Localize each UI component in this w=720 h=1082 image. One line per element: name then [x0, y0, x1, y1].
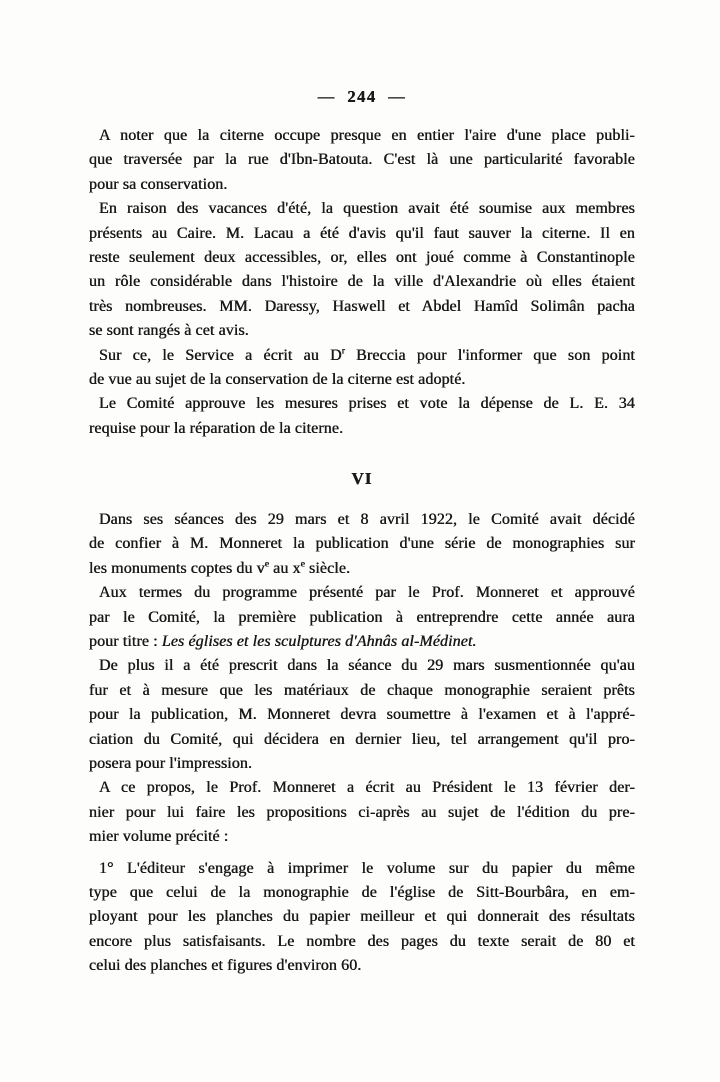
text-line: ployant pour les planches du papier meilleur et qui donnerait des résultats	[89, 908, 635, 926]
text-line: pour sa conservation.	[89, 175, 228, 193]
text-line: mier volume précité :	[89, 828, 229, 846]
text-line: A ce propos, le Prof. Monneret a écrit au Président le 13 février der-	[99, 779, 635, 797]
paragraph	[89, 508, 635, 581]
paragraph	[89, 392, 635, 441]
paragraph	[89, 776, 635, 849]
text-line: celui des planches et figures d'environ 60.	[89, 957, 362, 975]
text-line: encore plus satisfaisants. Le nombre des pages du texte serait de 80 et	[89, 932, 635, 950]
text-line: de confier à M. Monneret la publication d'une série de monographies sur	[89, 535, 635, 553]
text-line: Sur ce, le Service a écrit au $D^r$ Breccia pour l'informer que son point	[99, 345, 635, 364]
text-line: 1° L'éditeur s'engage à imprimer le volume sur du papier du même	[99, 859, 635, 877]
text-line: les monuments coptes du $v^e$ au $x^e$ siècle.	[89, 558, 351, 577]
text-line: pour titre : Les églises et les sculptures d'Ahnâs al-Médinet.	[89, 633, 477, 651]
paragraph	[89, 344, 635, 393]
text-line: A noter que la citerne occupe presque en entier l'aire d'une place publi-	[99, 127, 635, 144]
text-line: de vue au sujet de la conservation de la citerne est adopté.	[89, 370, 466, 388]
text-line: Dans ses séances des 29 mars et 8 avril 1922, le Comité avait décidé	[99, 511, 635, 529]
text-line: requise pour la réparation de la citerne.	[89, 419, 344, 437]
text-line: nier pour lui faire les propositions ci-après au sujet de l'édition du pre-	[89, 803, 635, 821]
text-line: posera pour l'impression.	[89, 754, 253, 772]
text-line: Le Comité approuve les mesures prises et vote la dépense de L. E. 34	[99, 395, 635, 413]
text-line: type que celui de la monographie de l'église de Sitt-Bourbâra, en em-	[89, 883, 635, 901]
page-content	[89, 124, 635, 979]
section-heading: VI	[351, 469, 373, 489]
text-line: très nombreuses. MM. Daressy, Haswell et Abdel Hamîd Solimân pacha	[89, 297, 635, 315]
text-line: En raison des vacances d'été, la question avait été soumise aux membres	[99, 200, 635, 218]
text-line: fur et à mesure que les matériaux de chaque monographie seraient prêts	[89, 681, 635, 699]
text-line: reste seulement deux accessibles, or, elles ont joué comme à Constantinople	[89, 248, 635, 266]
paragraph	[89, 124, 635, 197]
text-line: que traversée par la rue d'Ibn-Batouta. C'est là une particularité favorable	[89, 151, 635, 169]
text-line: De plus il a été prescrit dans la séance du 29 mars susmentionnée qu'au	[99, 657, 635, 675]
text-line: par le Comité, la première publication à entreprendre cette année aura	[89, 608, 635, 626]
text-line: un rôle considérable dans l'histoire de la ville d'Alexandrie où elles étaient	[89, 273, 635, 291]
page-number: — 244 —	[317, 87, 407, 106]
paragraph	[89, 857, 635, 979]
text-line: Aux termes du programme présenté par le Prof. Monneret et approuvé	[99, 584, 635, 602]
paragraph	[89, 197, 635, 343]
paragraph	[89, 581, 635, 654]
text-line: présents au Caire. M. Lacau a été d'avis qu'il faut sauver la citerne. Il en	[89, 224, 635, 242]
paragraph	[89, 654, 635, 776]
text-line: ciation du Comité, qui décidera en dernier lieu, tel arrangement qu'il pro-	[89, 730, 635, 748]
text-line: se sont rangés à cet avis.	[89, 322, 249, 340]
text-line: pour la publication, M. Monneret devra soumettre à l'examen et à l'appré-	[89, 706, 635, 724]
